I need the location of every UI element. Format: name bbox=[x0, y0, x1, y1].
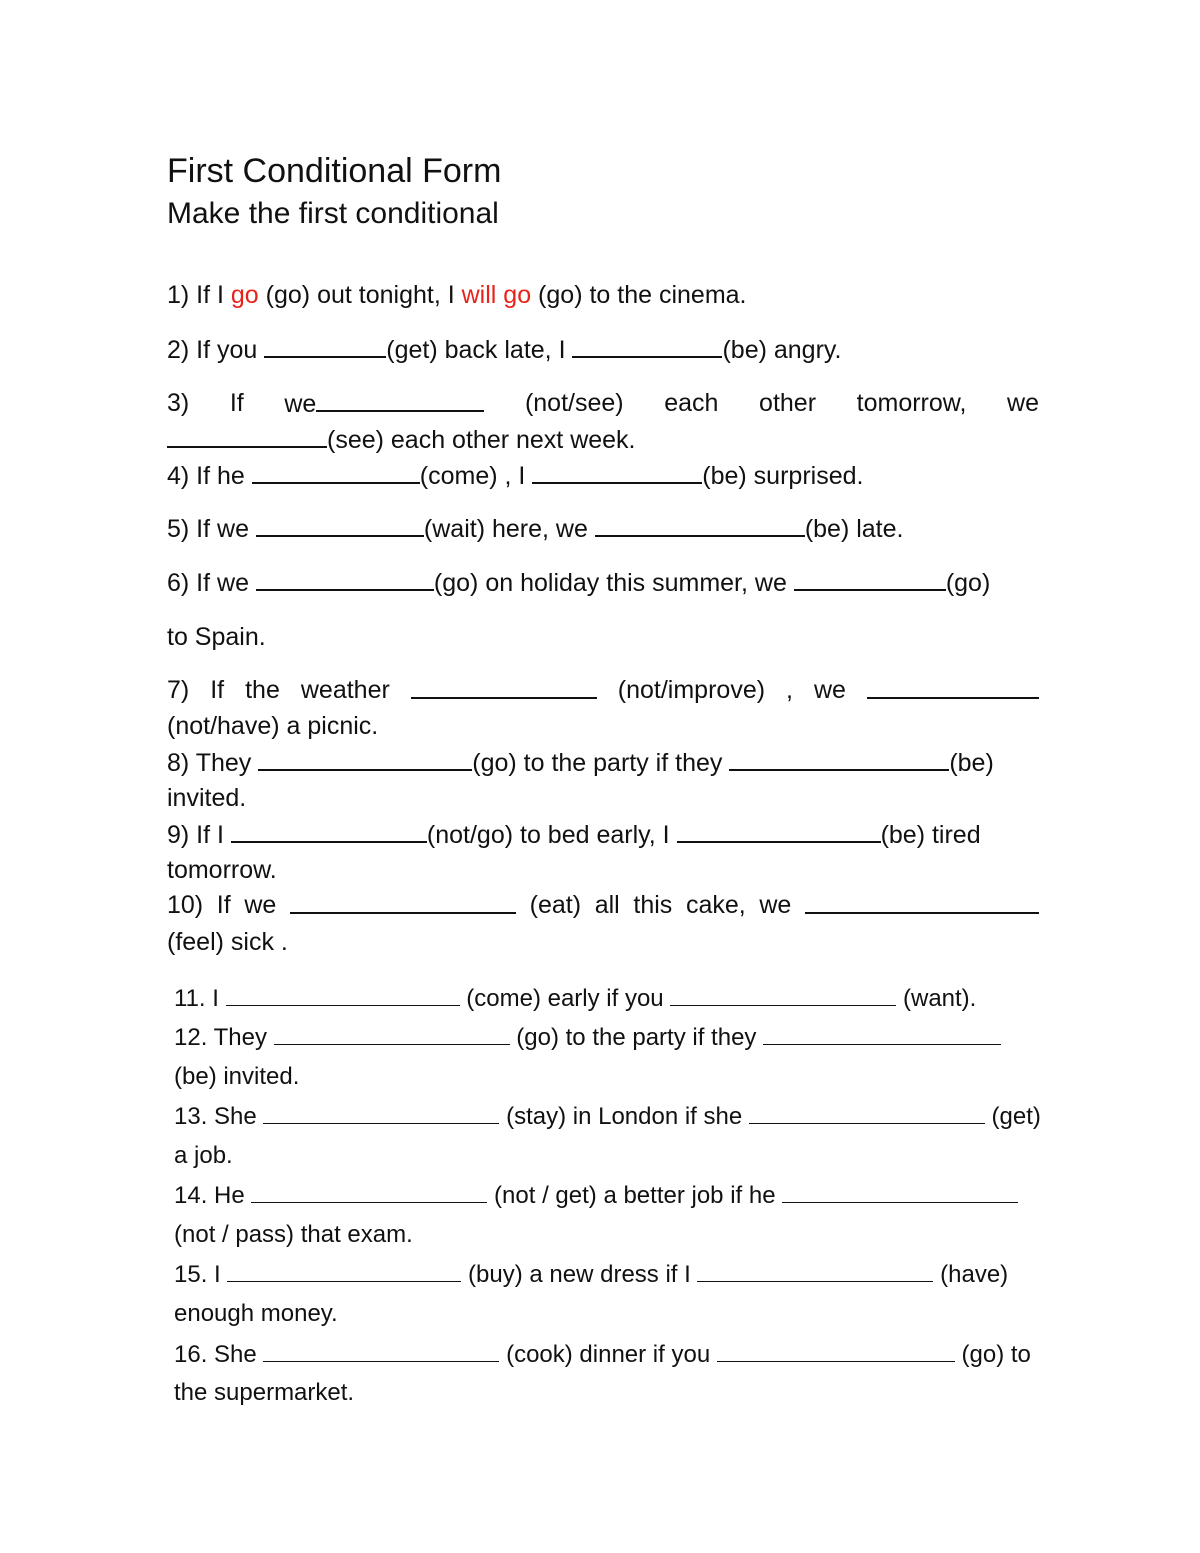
exercise-4: 4) If he (come) , I (be) surprised. bbox=[167, 462, 864, 490]
answer-blank[interactable] bbox=[167, 424, 327, 448]
example-answer-2: will go bbox=[461, 281, 532, 309]
exercise-10-continued: (feel) sick . bbox=[167, 928, 288, 956]
answer-blank[interactable] bbox=[794, 567, 946, 591]
answer-blank[interactable] bbox=[256, 567, 434, 591]
answer-blank[interactable] bbox=[595, 513, 805, 537]
exercise-12: 12. They (go) to the party if they bbox=[174, 1022, 1001, 1053]
exercise-15: 15. I (buy) a new dress if I (have) bbox=[174, 1261, 1009, 1288]
exercise-9: 9) If I (not/go) to bed early, I (be) tired bbox=[167, 821, 981, 849]
exercise-16-continued: the supermarket. bbox=[174, 1379, 355, 1406]
answer-blank[interactable] bbox=[867, 675, 1039, 699]
exercise-3-continued: (see) each other next week. bbox=[167, 424, 636, 455]
answer-blank[interactable] bbox=[227, 1259, 461, 1282]
exercise-8-continued: invited. bbox=[167, 784, 247, 812]
exercise-3: 3) If we (not/see) each other tomorrow, we bbox=[167, 389, 1039, 418]
answer-blank[interactable] bbox=[263, 1101, 499, 1124]
exercise-16: 16. She (cook) dinner if you (go) to bbox=[174, 1341, 1031, 1368]
answer-blank[interactable] bbox=[763, 1022, 1001, 1045]
exercise-14-continued: (not / pass) that exam. bbox=[174, 1221, 413, 1248]
answer-blank[interactable] bbox=[697, 1259, 933, 1282]
example-answer-1: go bbox=[230, 281, 259, 309]
answer-blank[interactable] bbox=[670, 983, 896, 1006]
answer-blank[interactable] bbox=[231, 819, 427, 843]
answer-blank[interactable] bbox=[805, 890, 1039, 914]
answer-blank[interactable] bbox=[729, 747, 949, 771]
answer-blank[interactable] bbox=[411, 675, 597, 699]
answer-blank[interactable] bbox=[782, 1180, 1018, 1203]
answer-blank[interactable] bbox=[251, 1180, 487, 1203]
exercise-15-continued: enough money. bbox=[174, 1300, 338, 1327]
answer-blank[interactable] bbox=[316, 388, 484, 412]
answer-blank[interactable] bbox=[274, 1022, 510, 1045]
exercise-14: 14. He (not / get) a better job if he bbox=[174, 1180, 1018, 1211]
answer-blank[interactable] bbox=[256, 513, 424, 537]
exercise-5: 5) If we (wait) here, we (be) late. bbox=[167, 515, 904, 543]
exercise-11: 11. I (come) early if you (want). bbox=[174, 985, 977, 1012]
exercise-10: 10) If we (eat) all this cake, we bbox=[167, 890, 1039, 920]
exercise-13: 13. She (stay) in London if she (get) bbox=[174, 1103, 1041, 1130]
exercise-7-continued: (not/have) a picnic. bbox=[167, 712, 379, 740]
answer-blank[interactable] bbox=[717, 1339, 955, 1362]
answer-blank[interactable] bbox=[252, 460, 420, 484]
exercise-6-continued: to Spain. bbox=[167, 623, 266, 651]
exercise-12-continued: (be) invited. bbox=[174, 1063, 300, 1090]
page-subtitle: Make the first conditional bbox=[167, 197, 499, 230]
exercise-1: 1) If I go (go) out tonight, I will go (go) to the cinema. bbox=[167, 281, 747, 309]
answer-blank[interactable] bbox=[226, 983, 460, 1006]
answer-blank[interactable] bbox=[532, 460, 702, 484]
answer-blank[interactable] bbox=[263, 1339, 499, 1362]
exercise-7: 7) If the weather (not/improve) , we bbox=[167, 675, 1039, 705]
answer-blank[interactable] bbox=[264, 334, 386, 358]
answer-blank[interactable] bbox=[258, 747, 472, 771]
exercise-13-continued: a job. bbox=[174, 1142, 233, 1169]
exercise-8: 8) They (go) to the party if they (be) bbox=[167, 749, 994, 777]
answer-blank[interactable] bbox=[572, 334, 722, 358]
exercise-9-continued: tomorrow. bbox=[167, 856, 277, 884]
answer-blank[interactable] bbox=[749, 1101, 985, 1124]
exercise-6: 6) If we (go) on holiday this summer, we (go) bbox=[167, 569, 991, 597]
answer-blank[interactable] bbox=[290, 890, 516, 914]
exercise-2: 2) If you (get) back late, I (be) angry. bbox=[167, 336, 842, 364]
page-title: First Conditional Form bbox=[167, 152, 502, 190]
answer-blank[interactable] bbox=[677, 819, 881, 843]
